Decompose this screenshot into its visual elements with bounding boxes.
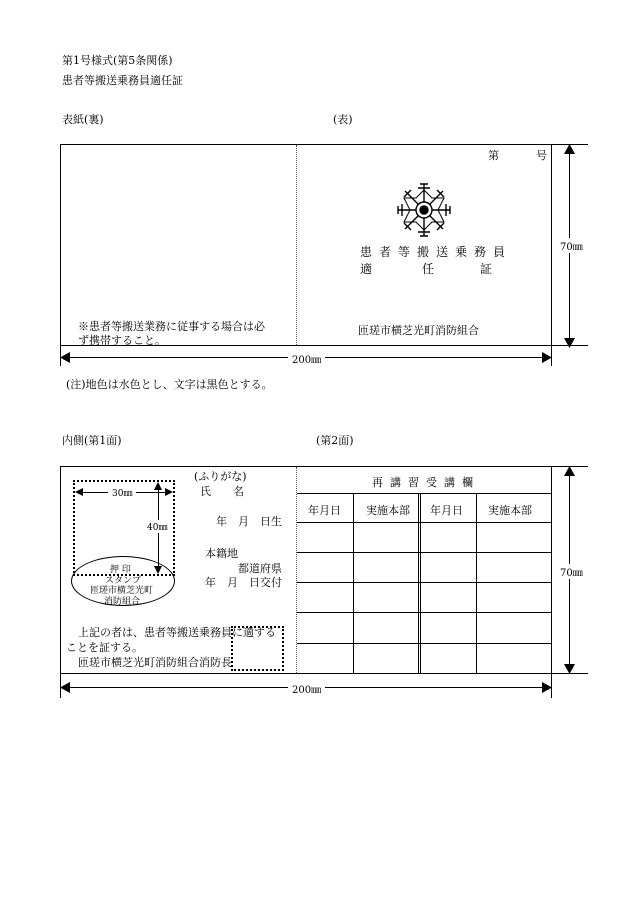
back-note-line2: ず携帯すること。 [78, 334, 166, 347]
number-label-dai: 第 [488, 149, 499, 162]
table-header-dept-2: 実施本部 [488, 504, 532, 517]
table-row-line-3 [297, 582, 552, 583]
number-label-go: 号 [536, 149, 547, 162]
fire-department-emblem-icon [394, 180, 454, 240]
table-col-line-3 [476, 493, 477, 673]
issue-date-label: 年 月 日交付 [205, 576, 282, 589]
birth-date-label: 年 月 日生 [216, 515, 282, 528]
table-header-date-2: 年月日 [430, 504, 463, 517]
table-row-line-2 [297, 552, 552, 553]
certification-line2: ことを証する。 [66, 641, 143, 654]
chief-seal-area [231, 626, 284, 671]
domicile-label: 本籍地 [205, 547, 238, 560]
cover-fold-line [296, 145, 297, 345]
inside-page1-label: 内側(第1面) [62, 434, 122, 447]
cover-title-line1: 患者等搬送乗務員 [360, 245, 513, 259]
photo-width-dim: 30㎜ [108, 486, 136, 499]
table-row-line-5 [297, 643, 552, 644]
table-row-line-4 [297, 612, 552, 613]
inside-width-dim: 200㎜ [288, 681, 325, 696]
color-note: (注)地色は水色とし、文字は黒色とする。 [66, 378, 273, 391]
retraining-title: 再講習受講欄 [372, 476, 480, 489]
inside-page2-label: (第2面) [316, 434, 354, 447]
table-header-dept-1: 実施本部 [366, 504, 410, 517]
table-row-line-1 [297, 522, 552, 523]
cover-title-teki: 適 [360, 262, 373, 276]
seal-line3: 匝瑳市横芝光町 [90, 586, 154, 596]
table-top-line [297, 493, 552, 494]
seal-line1: 押 印 [110, 565, 131, 575]
seal-line4: 消防組合 [104, 597, 141, 607]
name-label: 氏 名 [200, 485, 244, 498]
photo-height-dim: 40㎜ [146, 520, 168, 533]
cover-height-dim: 70㎜ [556, 238, 587, 253]
seal-line2: スタンプ [105, 576, 142, 586]
form-title: 患者等搬送乗務員適任証 [62, 74, 183, 87]
prefecture-label: 都道府県 [238, 562, 282, 575]
cover-title-sho: 証 [480, 262, 493, 276]
cover-title-nin: 任 [422, 262, 435, 276]
furigana-label: (ふりがな) [194, 470, 247, 483]
cover-front-label: (表) [333, 113, 353, 126]
back-note-line1: ※患者等搬送業務に従事する場合は必 [78, 320, 265, 333]
certification-line1: 上記の者は、患者等搬送乗務員に適する [78, 626, 276, 639]
certification-line3: 匝瑳市横芝光町消防組合消防長 [78, 656, 232, 669]
cover-back-label: 表紙(裏) [62, 113, 104, 126]
table-col-line-2 [418, 493, 421, 673]
table-col-line-1 [353, 493, 354, 673]
form-number: 第1号様式(第5条関係) [62, 54, 173, 67]
table-header-date-1: 年月日 [308, 504, 341, 517]
inside-height-dim: 70㎜ [556, 564, 587, 579]
cover-issuer: 匝瑳市横芝光町消防組合 [358, 324, 479, 337]
cover-width-dim: 200㎜ [288, 351, 325, 366]
